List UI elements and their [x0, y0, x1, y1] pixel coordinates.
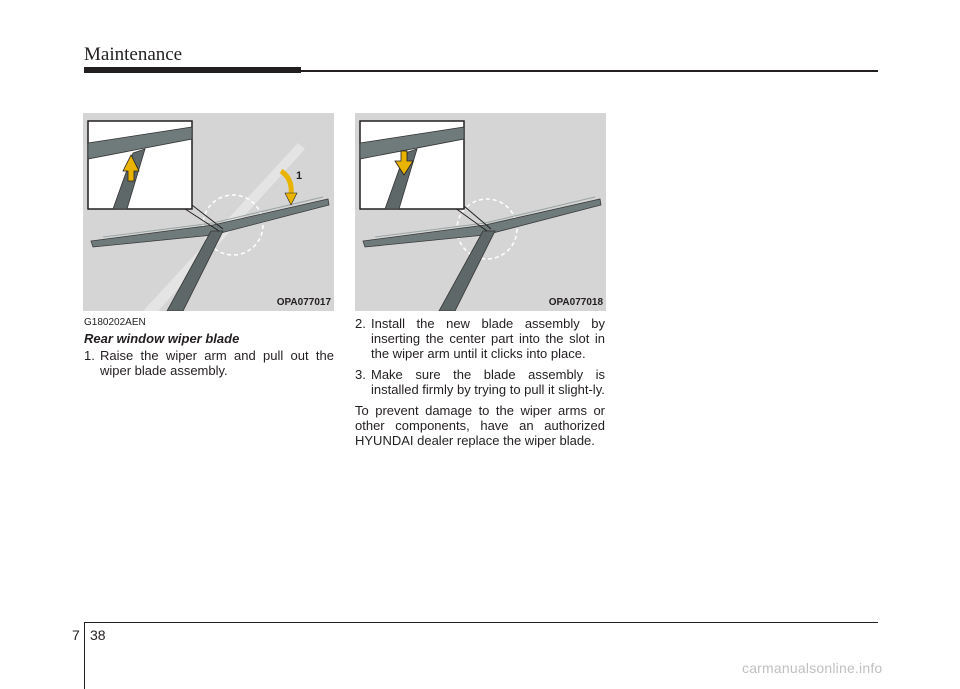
- step-item: [355, 316, 605, 361]
- step-number: 2.: [355, 316, 366, 331]
- footer-rule: [84, 622, 878, 623]
- figure-callout-1: 1: [296, 170, 303, 182]
- figure-code: OPA077017: [276, 297, 331, 308]
- step-text: Raise the wiper arm and pull out the wiper blade assembly.: [100, 348, 334, 378]
- step-item: [355, 367, 605, 397]
- figure-remove-wiper-blade: [83, 113, 334, 311]
- column-left: [84, 348, 334, 384]
- wiper-install-illustration: [355, 113, 606, 311]
- step-item: [84, 348, 334, 378]
- page-number: 38: [90, 627, 106, 643]
- wiper-removal-illustration: [83, 113, 334, 311]
- header-rule-thick: [84, 67, 301, 73]
- column-right: [355, 316, 605, 448]
- step-number: 3.: [355, 367, 366, 382]
- watermark: carmanualsonline.info: [742, 660, 883, 676]
- footer-divider: [84, 622, 85, 689]
- step-number: 1.: [84, 348, 95, 363]
- note-paragraph: To prevent damage to the wiper arms or other components, have an authorized HYUNDAI dealer replace the wiper blade.: [355, 403, 605, 448]
- step-text: Install the new blade assembly by inserting the center part into the slot in the wiper arm until it clicks into place.: [371, 316, 605, 361]
- figure-install-wiper-blade: [355, 113, 606, 311]
- header-rule-thin: [301, 70, 878, 72]
- figure-code: OPA077018: [548, 297, 603, 308]
- page-chapter: 7: [72, 627, 80, 643]
- section-code: G180202AEN: [84, 317, 146, 328]
- section-header-title: Maintenance: [84, 44, 183, 65]
- section-title: Rear window wiper blade: [84, 331, 240, 346]
- step-text: Make sure the blade assembly is installed firmly by trying to pull it slight-ly.: [371, 367, 605, 397]
